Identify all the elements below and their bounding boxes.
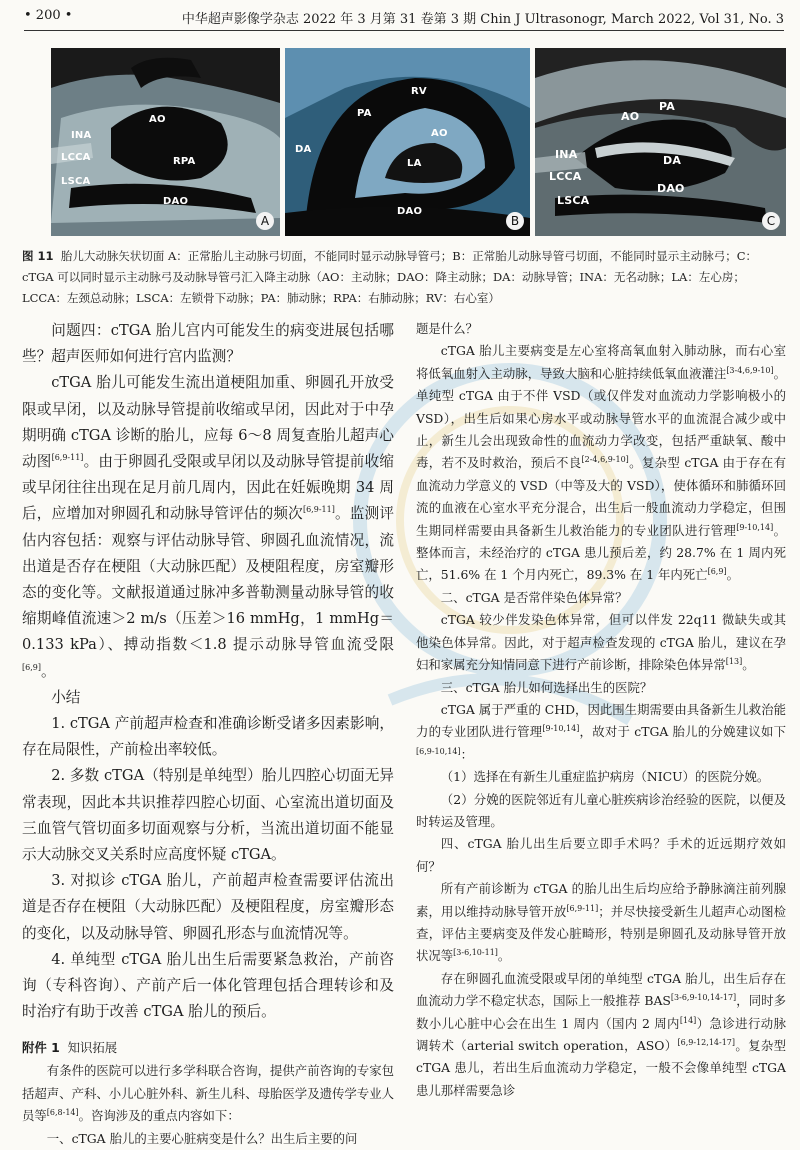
label-lsca-c: LSCA	[557, 194, 590, 207]
ultrasound-image-a	[51, 48, 280, 236]
ultrasound-image-c	[535, 48, 786, 236]
citation: [6,9]	[707, 567, 727, 577]
annex-question-1: 一、cTGA 胎儿的主要心脏病变是什么？出生后主要的问	[46, 1130, 358, 1146]
recommendation-1: （1）选择在有新生儿重症监护病房（NICU）的医院分娩。	[440, 769, 770, 785]
summary-item-2: 2. 多数 cTGA（特别是单纯型）胎儿四腔心切面无异常表现，因此本共识推荐四腔心切面、心室流出道切面及三血管气管切面多切面观察与分析，当流出道切面不能显示大动脉交叉关系时应高度怀疑 cTGA。	[22, 767, 394, 864]
citation: [14]	[679, 1015, 697, 1025]
figure-11	[51, 48, 786, 236]
running-header	[24, 6, 784, 31]
citation: [3-6,9-10,14-17]	[670, 993, 737, 1003]
label-ina: INA	[71, 130, 92, 141]
summary-item-4: 4. 单纯型 cTGA 胎儿出生后需要紧急救治，产前咨询（专科咨询）、产前产后一体化管理包括合理转诊和及时治疗有助于改善 cTGA 胎儿的预后。	[22, 950, 394, 1021]
paragraph-surgery: 存在卵圆孔血流受限或早闭的单纯型 cTGA 胎儿，出生后存在血流动力学不稳定状态，国际上一般推荐 BAS[3-6,9-10,14-17]，同时多数小儿心脏中心会在出生 1 周内（国内 2 周内[14]）急诊进行动脉调转术（arterial switch operation，ASO）[6,9-12,14-17]。复杂型 cTGA 患儿，若出生后血流动力学稳定，一般不会像单纯型 cTGA 患儿那样需要急诊	[416, 970, 787, 1098]
recommendation-2: （2）分娩的医院邻近有儿童心脏疾病诊治经验的医院，以便及时转运及管理。	[416, 791, 786, 829]
paragraph-prostaglandin: 所有产前诊断为 cTGA 的胎儿出生后均应给予静脉滴注前列腺素，用以维持动脉导管开放[6,9-11]；并尽快接受新生儿超声心动图检查，评估主要病变及伴发心脏畸形，特别是卵圆孔及动脉导管开放状况等[3-6,10-11]。	[416, 881, 787, 964]
citation: [6,9-11]	[302, 505, 335, 515]
label-pa: PA	[357, 108, 372, 119]
summary-title: 小结	[51, 688, 81, 706]
citation: [3-6,10-11]	[453, 948, 498, 958]
annex-question-4: 四、cTGA 胎儿出生后要立即手术吗？手术的近远期疗效如何？	[416, 836, 786, 874]
annex-question-3: 三、cTGA 胎儿如何选择出生的医院？	[440, 679, 653, 695]
page-number: • 200 •	[24, 8, 73, 23]
ultrasound-panel-c	[535, 48, 786, 236]
paragraph-chromosome: cTGA 较少伴发染色体异常，但可以伴发 22q11 微缺失或其他染色体异常。因此，对于超声检查发现的 cTGA 胎儿，建议在孕妇和家属充分知情同意下进行产前诊断，排除染色体异常[13]。	[416, 612, 786, 673]
ultrasound-panel-b	[285, 48, 530, 236]
label-lcca: LCCA	[61, 152, 91, 163]
label-da-c: DA	[663, 154, 682, 167]
label-la: LA	[407, 158, 422, 169]
label-dao: DAO	[163, 196, 189, 207]
label-dao-b: DAO	[397, 206, 423, 217]
summary-item-3: 3. 对拟诊 cTGA 胎儿，产前超声检查需要评估流出道是否存在梗阻（大动脉匹配）及梗阻程度，房室瓣形态的变化，以及动脉导管、卵圆孔形态与血流情况等。	[22, 872, 394, 942]
label-rv: RV	[411, 86, 427, 97]
label-rpa: RPA	[173, 156, 196, 167]
label-pa-c: PA	[659, 100, 675, 113]
panel-badge-b: B	[506, 212, 524, 230]
annex-intro: 有条件的医院可以进行多学科联合咨询，提供产前咨询的专家包括超声、产科、小儿心脏外科、新生儿科、母胎医学及遗传学专业人员等[6,8-14]。咨询涉及的重点内容如下：	[22, 1063, 394, 1124]
citation: [6,9-12,14-17]	[677, 1037, 735, 1047]
paragraph-main-lesion: cTGA 胎儿主要病变是左心室将高氧血射入肺动脉，而右心室将低氧血射入主动脉，导致大脑和心脏持续低氧血液灌注[3-4,6,9-10]。单纯型 cTGA 由于不伴 VSD（或仅伴发对血流动力学影响极小的 VSD），出生后如果心房水平或动脉导管水平的血流混合减少或中止，新生儿会出现致命性的血流动力学改变，包括严重缺氧、酸中毒，若不及时救治，预后不良[2-4,6,9-10]。复杂型 cTGA 由于存在有血流动力学意义的 VSD（中等及大的 VSD），使体循环和肺循环回流的血液在心室水平充分混合，出生后一般血流动力学稳定，但围生期同样需要由具备新生儿救治能力的专业团队进行管理[9-10,14]。整体而言，未经治疗的 cTGA 患儿预后差，约 28.7% 在 1 周内死亡，51.6% 在 1 个月内死亡，89.3% 在 1 年内死亡[6,9]。	[416, 343, 787, 583]
label-ao-b: AO	[431, 128, 448, 139]
ultrasound-panel-a	[51, 48, 280, 236]
citation: [3-4,6,9-10]	[726, 365, 774, 375]
question-four: 问题四：cTGA 胎儿宫内可能发生的病变进展包括哪些？超声医师如何进行宫内监测？	[22, 322, 394, 366]
right-column	[416, 318, 786, 1102]
citation: [6,9]	[22, 662, 41, 672]
panel-badge-a: A	[256, 212, 274, 230]
citation: [6,9-10,14]	[416, 746, 461, 756]
caption-text: 胎儿大动脉矢状切面 A：正常胎儿主动脉弓切面，不能同时显示动脉导管弓；B：正常胎儿动脉导管弓切面，不能同时显示主动脉弓；C：cTGA 可以同时显示主动脉弓及动脉导管弓汇入降主动脉（AO：主动脉；DAO：降主动脉；DA：动脉导管；INA：无名动脉；LA：左心房；LCCA：左颈总动脉；LSCA：左锁骨下动脉；PA：肺动脉；RPA：右肺动脉；RV：右心室）	[22, 249, 758, 305]
citation: [13]	[725, 656, 743, 666]
citation: [6,8-14]	[46, 1108, 79, 1118]
caption-label: 图 11	[22, 249, 54, 263]
label-ina-c: INA	[555, 148, 578, 161]
summary-item-1: 1. cTGA 产前超声检查和准确诊断受诸多因素影响，存在局限性，产前检出率较低。	[22, 715, 394, 759]
annex-question-1-cont: 题是什么？	[416, 321, 478, 336]
citation: [9-10,14]	[736, 522, 774, 532]
annex-question-2: 二、cTGA 是否常伴染色体异常？	[440, 589, 628, 605]
label-ao: AO	[149, 114, 166, 125]
citation: [9-10,14]	[542, 724, 580, 734]
journal-citation: 中华超声影像学杂志 2022 年 3 月第 31 卷第 3 期 Chin J Ultrasonogr, March 2022, Vol 31, No. 3	[181, 12, 784, 27]
paragraph-monitoring: cTGA 胎儿可能发生流出道梗阻加重、卵圆孔开放受限或早闭，以及动脉导管提前收缩或早闭，因此对于中孕期明确 cTGA 诊断的胎儿，应每 6～8 周复查胎儿超声心动图[6,9-11]。由于卵圆孔受限或早闭以及动脉导管提前收缩或早闭往往出现在足月前几周内，因此在妊娠晚期 34 周后，应增加对卵圆孔和动脉导管评估的频次[6,9-11]。监测评估内容包括：观察与评估动脉导管、卵圆孔血流情况，流出道是否存在梗阻（大动脉匹配）及梗阻程度，房室瓣形态的变化等。文献报道通过脉冲多普勒测量动脉导管的收缩期峰值流速＞2 m/s（压差＞16 mmHg，1 mmHg＝0.133 kPa）、搏动指数＜1.8 提示动脉导管血流受限[6,9]。	[22, 374, 394, 680]
label-lsca: LSCA	[61, 176, 91, 187]
citation: [6,9-11]	[51, 453, 84, 463]
panel-badge-c: C	[762, 212, 780, 230]
citation: [6,9-11]	[566, 903, 599, 913]
left-column	[22, 318, 394, 1150]
label-lcca-c: LCCA	[549, 170, 582, 183]
label-ao-c: AO	[621, 110, 640, 123]
figure-caption	[22, 246, 786, 309]
citation: [2-4,6,9-10]	[581, 455, 629, 465]
label-dao-c: DAO	[657, 182, 685, 195]
paragraph-hospital: cTGA 属于严重的 CHD，因此围生期需要由具备新生儿救治能力的专业团队进行管理[9-10,14]，故对于 cTGA 胎儿的分娩建议如下[6,9-10,14]：	[416, 701, 787, 762]
label-da: DA	[295, 144, 312, 155]
annex-heading: 附件 1 知识拓展	[22, 1040, 118, 1056]
